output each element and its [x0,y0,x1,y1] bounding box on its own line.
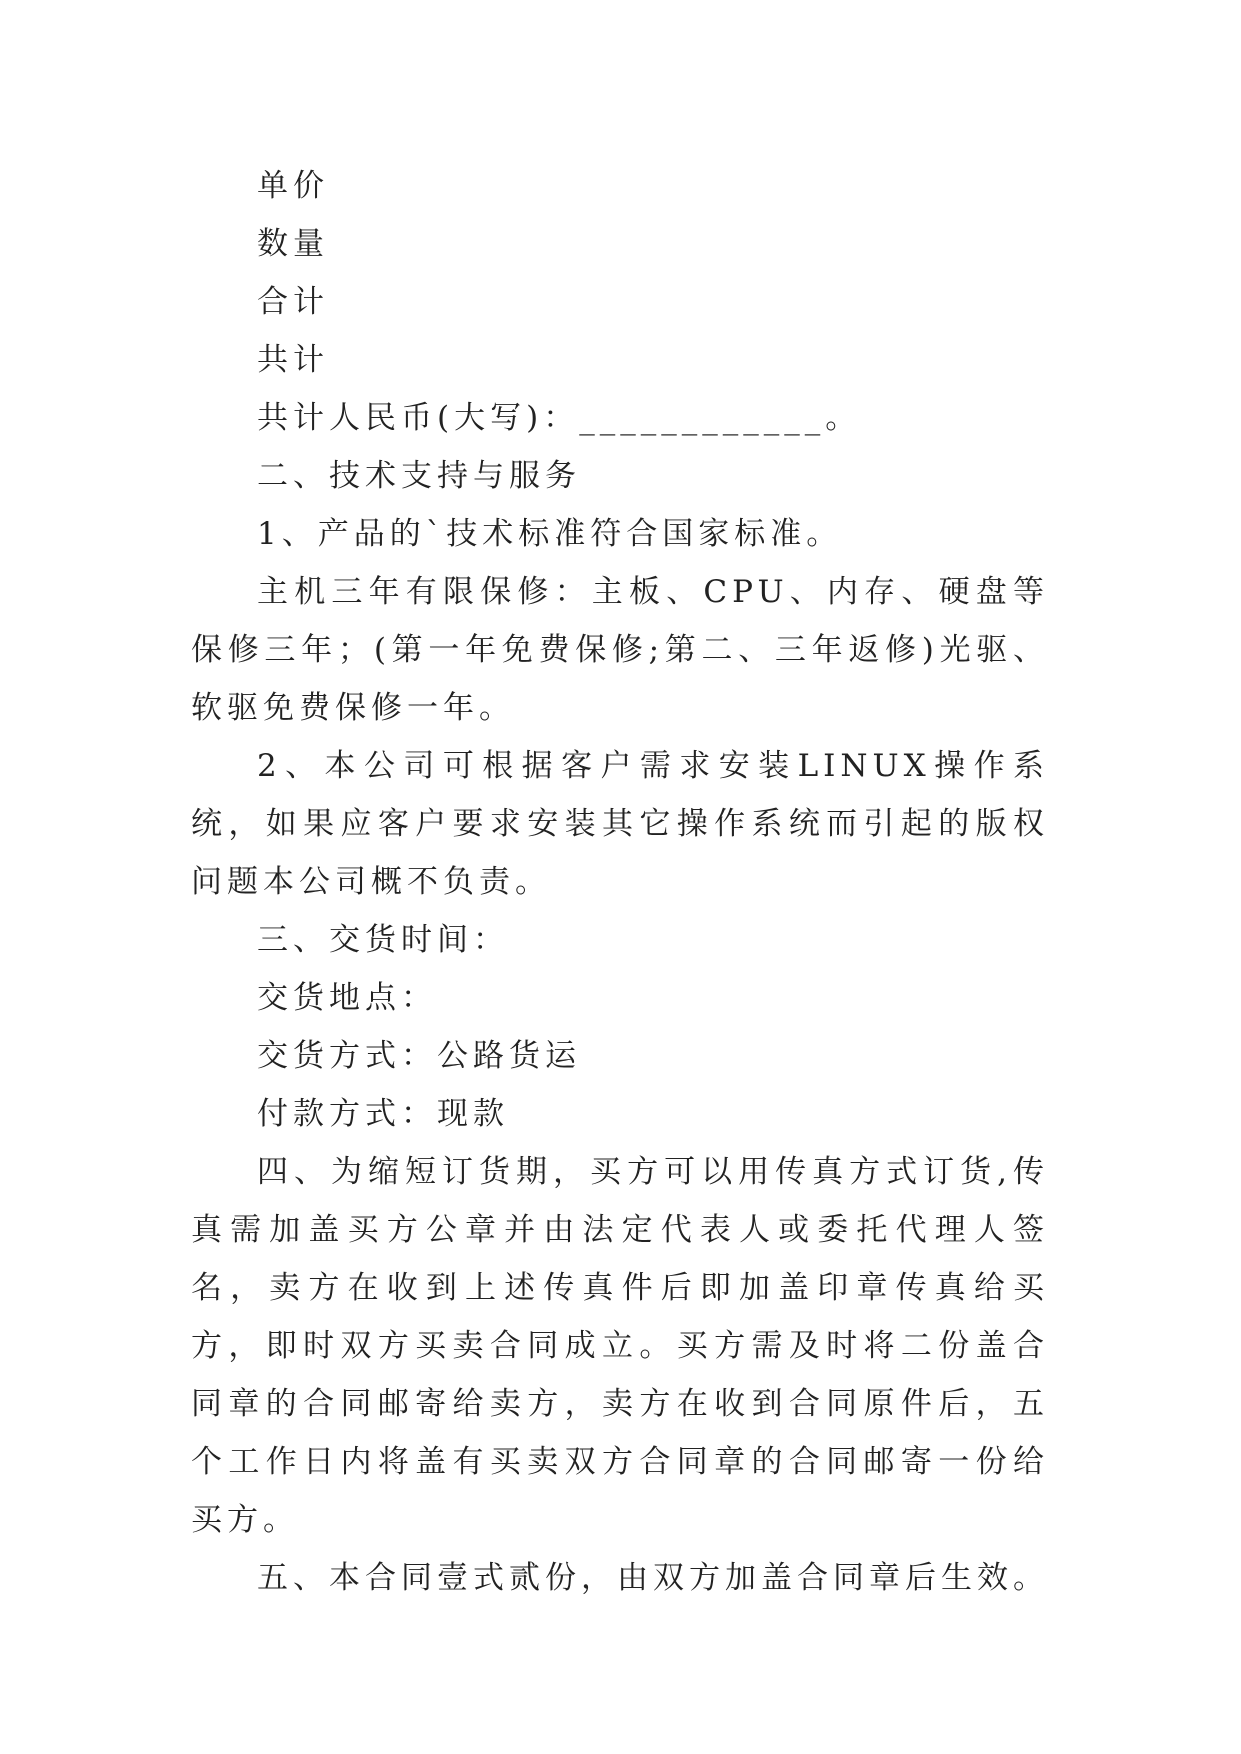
line-quantity: 数量 [257,226,329,262]
clause-fax-order: 四、为缩短订货期，买方可以用传真方式订货,传真需加盖买方公章并由法定代表人或委托代理人签名，卖方在收到上述传真件后即加盖印章传真给买方，即时双方买卖合同成立。买方需及时将二份盖合同章的合同邮寄给卖方，卖方在收到合同原件后，五个工作日内将盖有买卖双方合同章的合同邮寄一份给买方。 [191,1154,1049,1538]
clause-warranty: 主机三年有限保修：主板、CPU、内存、硬盘等保修三年；(第一年免费保修;第二、三年返修)光驱、软驱免费保修一年。 [191,574,1049,726]
heading-delivery-time: 三、交货时间： [257,922,509,958]
line-delivery-place: 交货地点： [257,980,437,1016]
line-delivery-method: 交货方式：公路货运 [257,1038,581,1074]
line-total-rmb-capital: 共计人民币(大写)：____________。 [257,400,862,436]
clause-product-standard: 1、产品的`技术标准符合国家标准。 [257,516,843,552]
document-body [191,157,1049,1607]
heading-tech-support: 二、技术支持与服务 [257,458,581,494]
clause-os-install: 2、本公司可根据客户需求安装LINUX操作系统，如果应客户要求安装其它操作系统而引起的版权问题本公司概不负责。 [191,748,1049,900]
line-payment-method: 付款方式：现款 [257,1096,509,1132]
line-subtotal: 合计 [257,284,329,320]
clause-contract-copies: 五、本合同壹式贰份，由双方加盖合同章后生效。 [257,1560,1049,1596]
line-unit-price: 单价 [257,168,329,204]
line-total: 共计 [257,342,329,378]
